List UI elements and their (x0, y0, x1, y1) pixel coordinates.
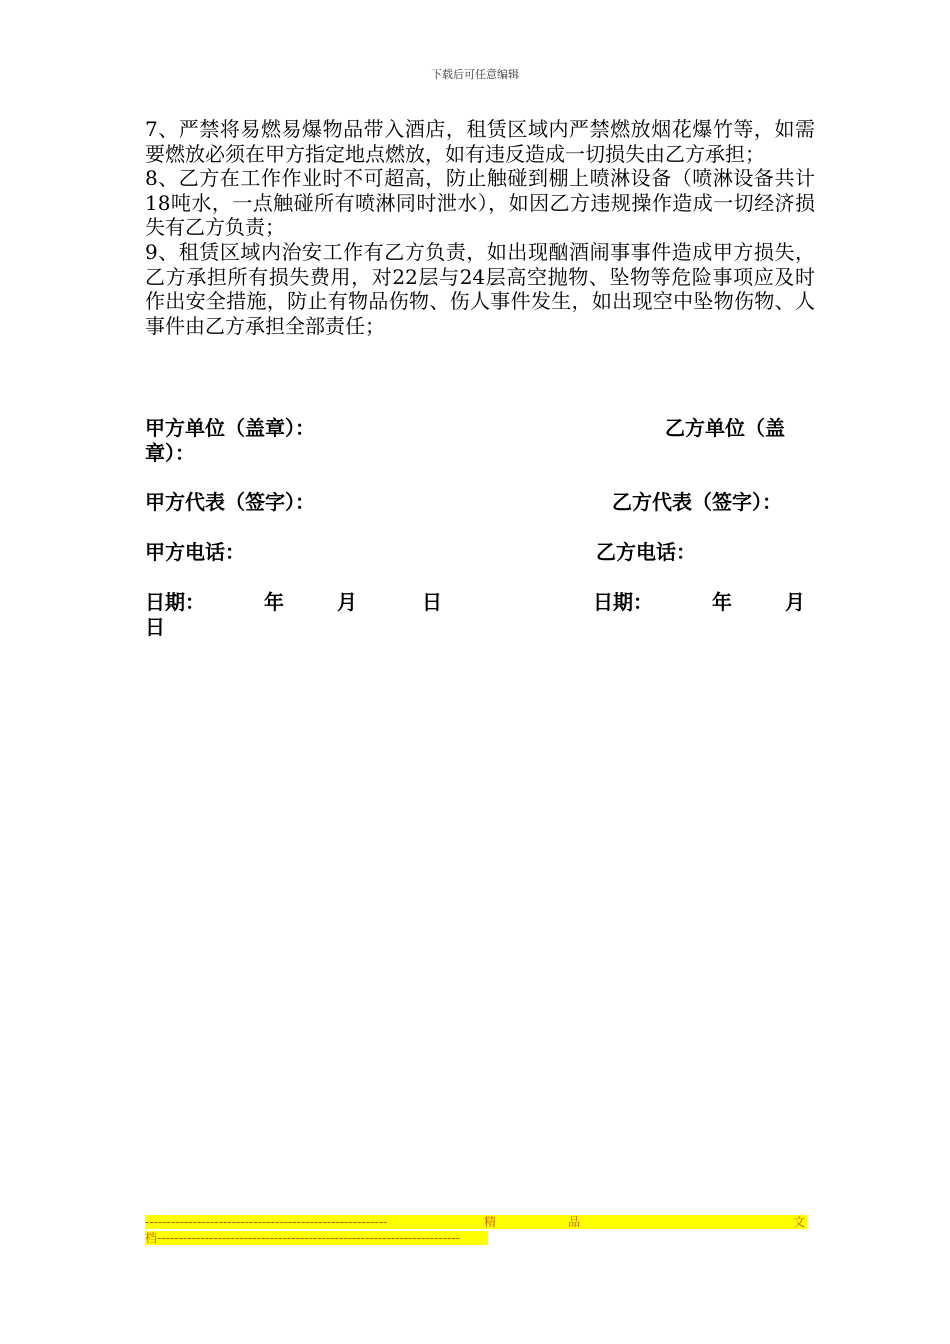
footer-char-pin: 品 (568, 1215, 581, 1229)
party-a-rep-label: 甲方代表（签字）： (145, 490, 315, 514)
party-a-date-label: 日期： (145, 590, 205, 614)
party-b-date-year: 年 (712, 590, 732, 614)
party-a-phone-label: 甲方电话： (145, 540, 245, 564)
footer-char-dang: 档 (145, 1231, 158, 1245)
clause-8: 8、乙方在工作作业时不可超高，防止触碰到棚上喷淋设备（喷淋设备共计18吨水，一点触碰所有喷淋同时泄水），如因乙方违规操作造成一切经济损失有乙方负责； (145, 166, 815, 240)
header-note: 下载后可任意编辑 (431, 68, 519, 81)
party-a-date-month: 月 (337, 590, 357, 614)
party-b-rep-label: 乙方代表（签字）： (612, 490, 782, 514)
clause-7: 7、严禁将易燃易爆物品带入酒店，租赁区域内严禁燃放烟花爆竹等，如需要燃放必须在甲方指定地点燃放，如有违反造成一切损失由乙方承担； (145, 117, 815, 166)
party-b-unit-label-wrap: 章）： (145, 441, 195, 465)
footer-dashes-1: -------------------------------------------------------- (145, 1215, 388, 1229)
footer-band-line-2 (145, 1231, 488, 1245)
footer-char-jing: 精 (484, 1215, 497, 1229)
clause-9: 9、租赁区域内治安工作有乙方负责，如出现酗酒闹事事件造成甲方损失，乙方承担所有损失费用，对22层与24层高空抛物、坠物等危险事项应及时作出安全措施，防止有物品伤物、伤人事件发生，如出现空中坠物伤物、人事件由乙方承担全部责任； (145, 239, 815, 338)
party-b-date-month: 月 (785, 590, 805, 614)
party-b-date-day: 日 (145, 615, 165, 639)
party-a-date-year: 年 (264, 590, 284, 614)
party-b-phone-label: 乙方电话： (596, 540, 696, 564)
footer-band-line-1 (145, 1215, 807, 1229)
party-a-date-day: 日 (422, 590, 442, 614)
footer-dashes-2: ---------------------------------------------------------------------- (157, 1231, 461, 1245)
party-b-unit-label: 乙方单位（盖 (665, 416, 785, 440)
footer-char-wen: 文 (793, 1215, 806, 1229)
contract-clauses (145, 117, 815, 338)
party-a-unit-label: 甲方单位（盖章）： (145, 416, 315, 440)
party-b-date-label: 日期： (593, 590, 653, 614)
